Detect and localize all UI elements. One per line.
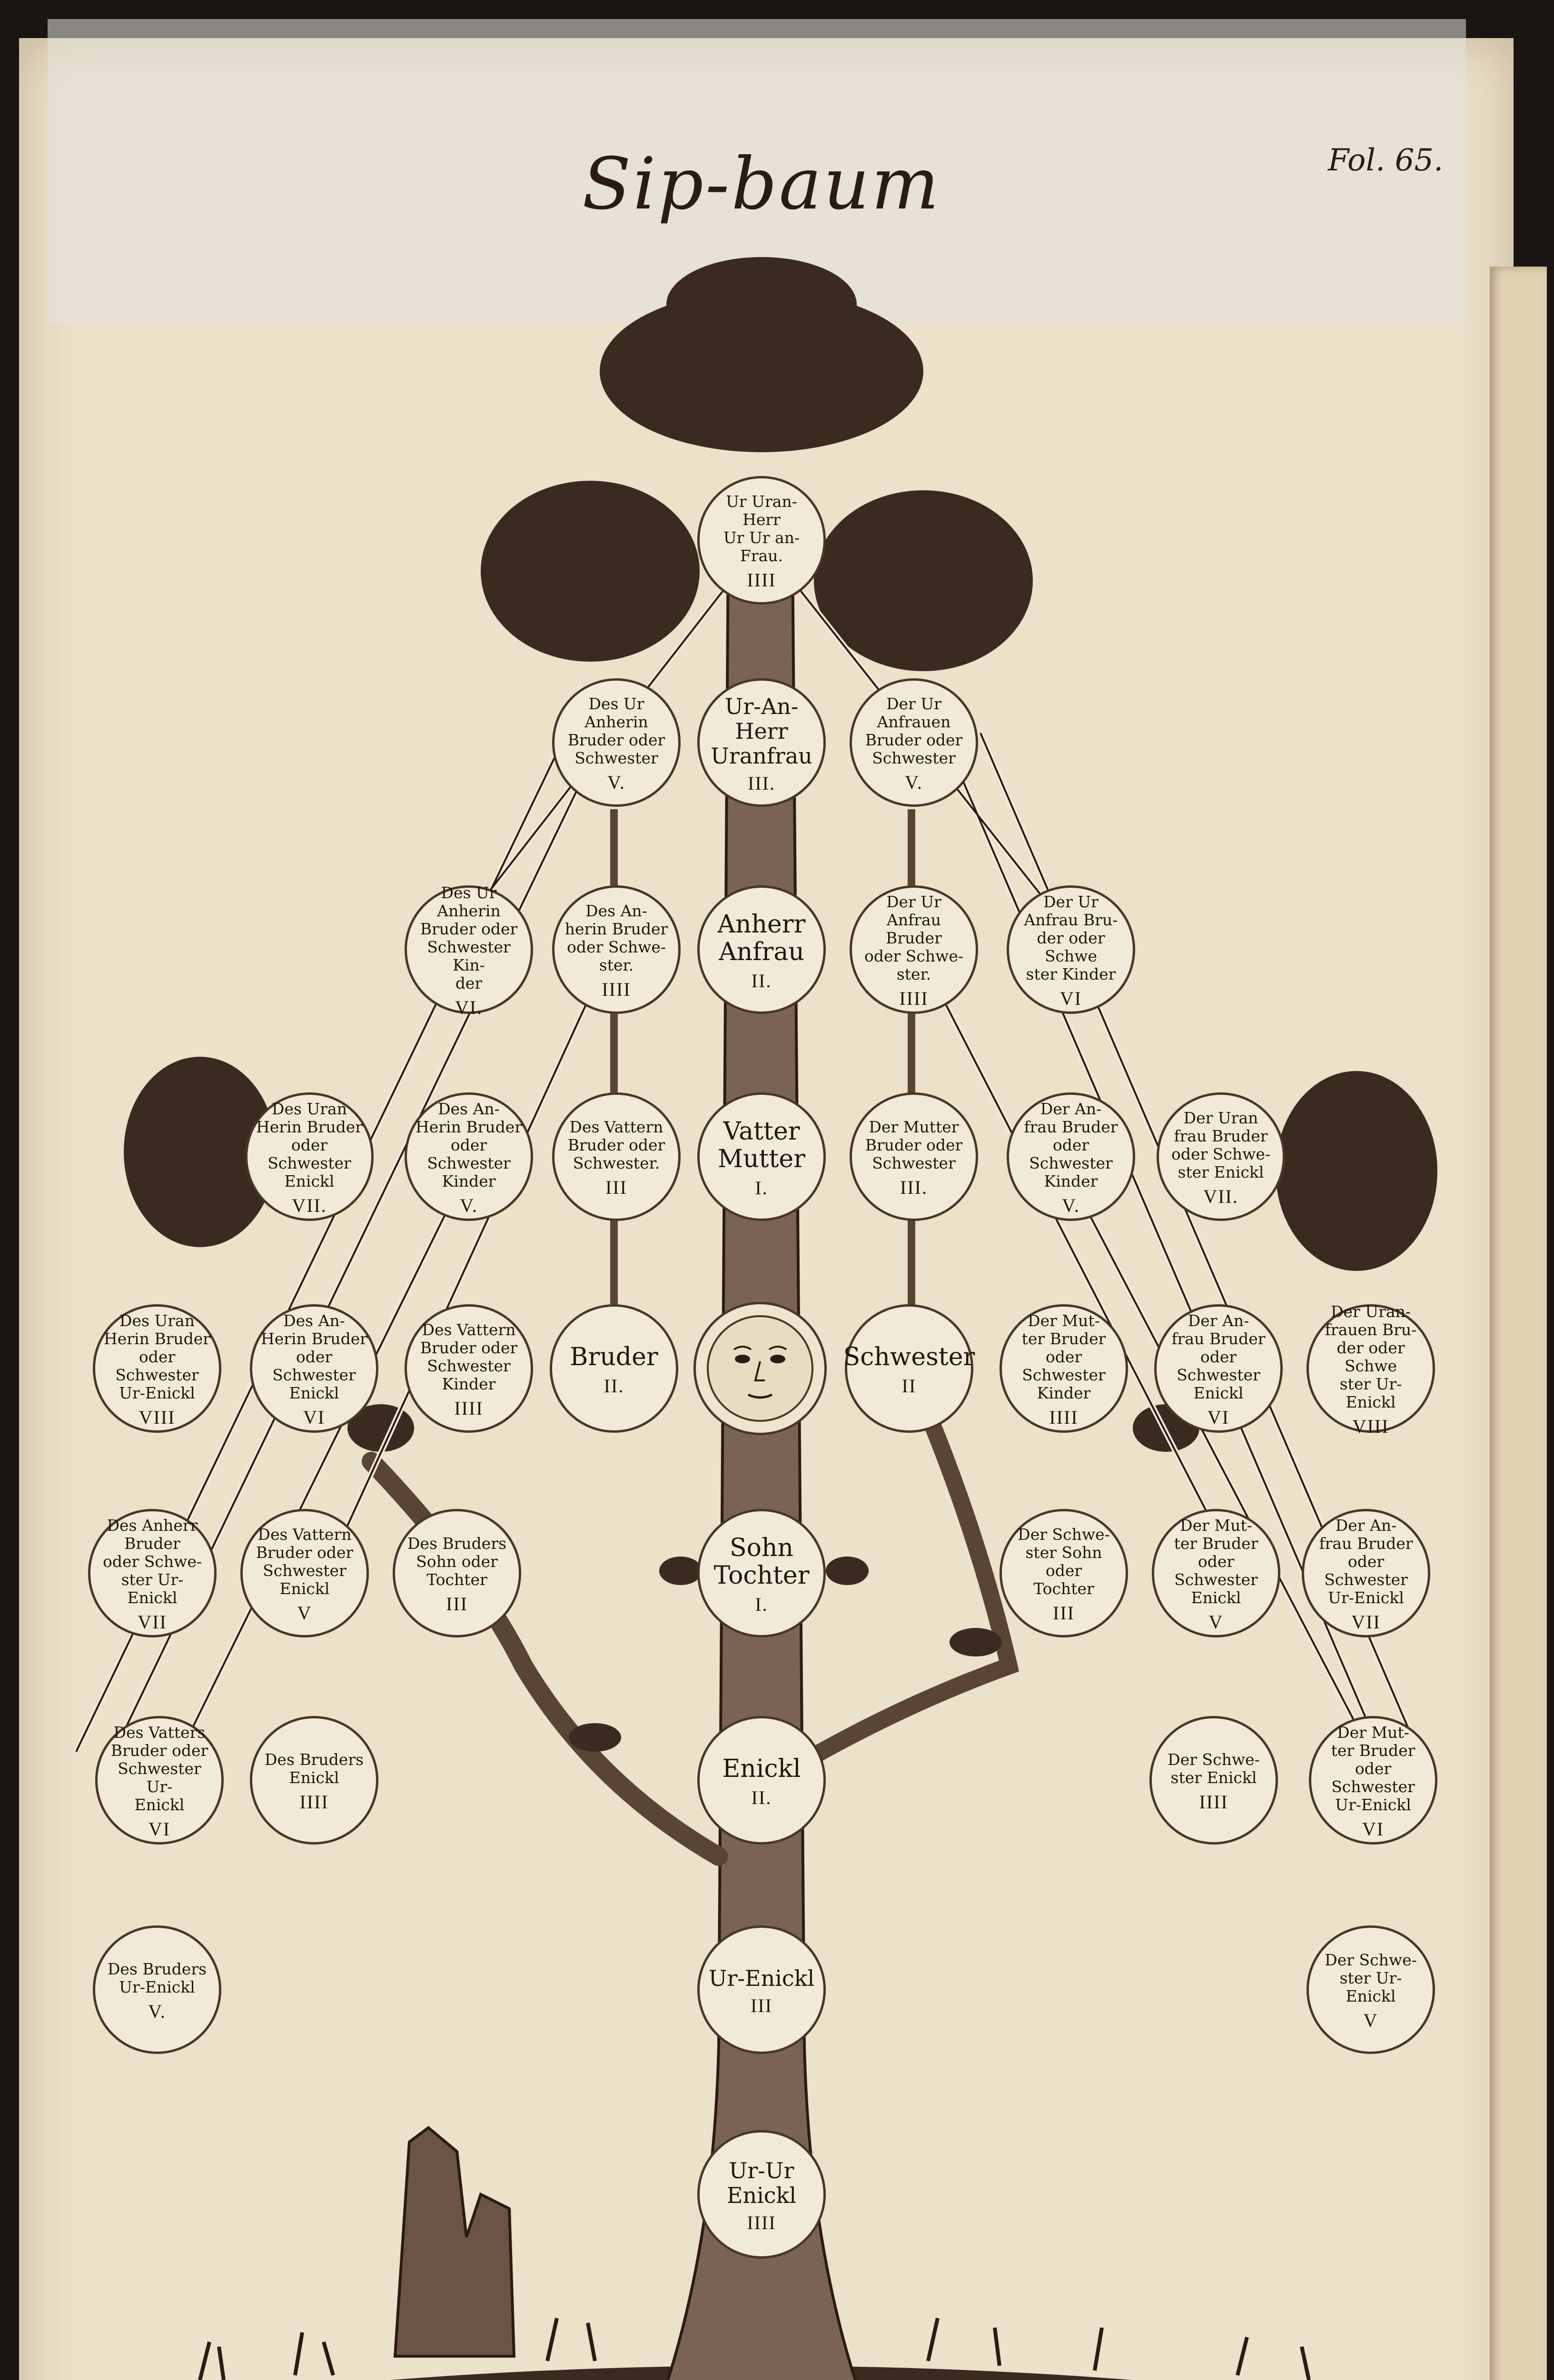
node-ur-anfrauen-bruder-schwester <box>850 678 978 807</box>
node-degree: II. <box>751 970 772 992</box>
node-anherin-geschwister-kinder <box>405 1092 533 1221</box>
node-label: Ur-Ur Enickl <box>726 2157 797 2208</box>
node-label: Des Ur Anherin Bruder oder Schwester Kin- der <box>420 883 518 992</box>
node-label: Des An- herin Bruder oder Schwe- ster. <box>564 901 668 974</box>
node-label: Des Vattern Bruder oder Schwester Kinder <box>420 1320 518 1393</box>
node-degree: III. <box>900 1176 928 1198</box>
node-label: Der An- frau Bruder oder Schwester Enickl <box>1171 1311 1266 1402</box>
node-degree: IIII <box>747 2211 776 2233</box>
node-label: Der Schwe- ster Enickl <box>1168 1750 1260 1787</box>
node-degree: III <box>446 1593 468 1615</box>
node-degree: VI <box>148 1818 171 1840</box>
node-degree: VII <box>1351 1611 1381 1633</box>
node-label: Ur-Enickl <box>708 1965 815 1991</box>
node-label: Der Mut- ter Bruder oder Schwester Kinder <box>1021 1311 1106 1402</box>
node-label: Sohn Tochter <box>713 1533 810 1590</box>
node-uranherin-geschwister-urenickl <box>93 1304 221 1433</box>
node-degree: VII. <box>1203 1185 1238 1207</box>
node-label: Anherr Anfrau <box>717 910 806 966</box>
node-sohn-tochter <box>697 1509 826 1637</box>
node-degree: III <box>1053 1602 1075 1624</box>
node-label: Der Mut- ter Bruder oder Schwester Enickl <box>1174 1516 1258 1607</box>
node-ur-enickl <box>697 1925 826 2054</box>
node-label: Des Bruders Ur-Enickl <box>107 1959 207 1996</box>
node-degree: V. <box>460 1194 478 1216</box>
node-uranfrau-geschwister-enickl <box>1157 1092 1285 1221</box>
node-ur-anfrau-geschwister-kinder <box>1007 885 1135 1014</box>
node-label: Der Ur Anfrau Bru- der oder Schwe ster Kinder <box>1024 892 1118 983</box>
node-uranfrauen-geschwister-urenickl <box>1307 1302 1435 1437</box>
sun-face-icon <box>693 1302 827 1435</box>
node-schwester-sohn-tochter <box>1000 1509 1128 1637</box>
node-label: Des Bruders Enickl <box>264 1750 364 1787</box>
node-degree: VIII <box>1352 1415 1389 1437</box>
node-degree: VI <box>1207 1406 1230 1428</box>
node-mutter-bruder-schwester <box>850 1092 978 1221</box>
node-anfrau-geschwister-kinder <box>1007 1092 1135 1221</box>
node-degree: II. <box>751 1786 772 1808</box>
node-ur-anherr-uranfrau <box>697 678 826 807</box>
node-anherin-geschwister-enickl <box>250 1304 378 1433</box>
node-ur-anfrau-bruder-schwester <box>850 885 978 1014</box>
node-label: Der An- frau Bruder oder Schwester Kinder <box>1024 1099 1118 1190</box>
node-label: Schwester <box>843 1342 975 1371</box>
node-degree: IIII <box>1049 1406 1079 1428</box>
node-bruders-enickl <box>250 1716 378 1844</box>
node-label: Des Uran Herin Bruder oder Schwester Enickl <box>256 1099 363 1190</box>
node-degree: VI <box>303 1406 326 1428</box>
node-vattern-bruder-schwester <box>552 1092 681 1221</box>
node-degree: IIII <box>1199 1791 1228 1813</box>
node-label: Des Vattern Bruder oder Schwester Enickl <box>256 1525 354 1598</box>
node-label: Ur Uran- Herr Ur Ur an- Frau. <box>723 492 800 565</box>
node-ur-anherin-geschwister-kinder <box>405 883 533 1018</box>
node-degree: IIII <box>454 1397 484 1419</box>
node-degree: V. <box>905 771 923 793</box>
node-label: Der Mutter Bruder oder Schwester <box>865 1117 963 1172</box>
node-degree: IIII <box>747 569 776 591</box>
node-enickl <box>697 1716 826 1844</box>
node-anfrau-geschwister-urenickl <box>1302 1509 1430 1637</box>
node-label: Des Vattern Bruder oder Schwester. <box>567 1117 665 1172</box>
node-degree: VI <box>1362 1818 1385 1840</box>
node-degree: V. <box>1062 1194 1080 1216</box>
node-label: Des Ur Anherin Bruder oder Schwester <box>567 694 665 767</box>
node-mutter-geschwister-enickl <box>1152 1509 1280 1637</box>
node-degree: I. <box>755 1177 768 1199</box>
node-vatter-mutter <box>697 1092 826 1221</box>
node-label: Des An- Herin Bruder oder Schwester Kinder <box>415 1099 523 1190</box>
node-degree: II. <box>604 1375 624 1397</box>
node-label: Der Schwe- ster Ur-Enickl <box>1325 1950 1417 2005</box>
node-label: Der Uran frau Bruder oder Schwe- ster Enickl <box>1171 1108 1271 1181</box>
node-ur-anherin-bruder-schwester <box>552 678 681 807</box>
node-vatters-geschwister-urenickl <box>95 1716 224 1844</box>
node-label: Des Bruders Sohn oder Tochter <box>407 1534 507 1589</box>
folio-number: Fol. 65. <box>1328 143 1444 178</box>
node-label: Der Uran- frauen Bru- der oder Schwe ster Ur-Enickl <box>1325 1302 1417 1411</box>
node-label: Der Ur Anfrau Bruder oder Schwe- ster. <box>864 892 964 983</box>
node-vattern-geschwister-enickl <box>240 1509 369 1637</box>
node-degree: V <box>297 1602 312 1624</box>
node-degree: VI <box>1059 987 1082 1009</box>
node-anherr-geschwister-urenickl <box>88 1509 217 1637</box>
node-degree: IIII <box>899 987 929 1009</box>
node-bruders-urenickl <box>93 1925 221 2054</box>
node-anherin-bruder-schwester <box>552 885 681 1014</box>
node-label: Vatter Mutter <box>717 1117 806 1173</box>
node-degree: III <box>605 1176 627 1198</box>
node-bruders-sohn-tochter <box>393 1509 521 1637</box>
node-anherr-anfrau <box>697 885 826 1014</box>
node-degree: IIII <box>602 978 631 1000</box>
node-degree: V <box>1208 1611 1224 1633</box>
node-label: Der An- frau Bruder oder Schwester Ur-Enickl <box>1319 1516 1413 1607</box>
node-vattern-geschwister-kinder <box>405 1304 533 1433</box>
node-ur-ur-enickl <box>697 2130 826 2259</box>
node-label: Enickl <box>722 1754 801 1783</box>
node-schwester-urenickl <box>1307 1925 1435 2054</box>
node-schwester-enickl <box>1149 1716 1278 1844</box>
node-label: Ur-An- Herr Uranfrau <box>711 693 812 769</box>
node-label: Des Uran Herin Bruder oder Schwester Ur-Enickl <box>103 1311 211 1402</box>
node-bruder <box>550 1304 678 1433</box>
node-uranherin-geschwister-enickl <box>245 1092 374 1221</box>
page-title: Sip-baum <box>582 143 941 226</box>
node-degree: III <box>751 1994 772 2016</box>
node-label: Der Mut- ter Bruder oder Schwester Ur-Enickl <box>1331 1723 1415 1814</box>
node-degree: V. <box>148 2000 166 2022</box>
node-degree: III. <box>748 772 775 794</box>
tree-stump <box>395 2128 514 2356</box>
node-label: Des Vatters Bruder oder Schwester Ur- Enickl <box>110 1723 208 1814</box>
node-ururanherr-ururanfrau <box>697 476 826 605</box>
node-degree: II <box>901 1375 917 1397</box>
tree-trunk <box>666 547 857 2380</box>
node-label: Der Schwe- ster Sohn oder Tochter <box>1018 1525 1110 1598</box>
node-degree: IIII <box>299 1791 329 1813</box>
node-degree: VII <box>138 1611 167 1633</box>
node-label: Bruder <box>570 1342 658 1371</box>
node-label: Des An- Herin Bruder oder Schwester Enickl <box>260 1311 368 1402</box>
node-schwester <box>845 1304 973 1433</box>
node-label: Des Anherr Bruder oder Schwe- ster Ur-Enickl <box>102 1516 202 1607</box>
node-degree: VIII <box>139 1406 176 1428</box>
node-degree: V. <box>607 771 625 793</box>
node-degree: I. <box>755 1593 768 1615</box>
node-degree: VI. <box>455 996 483 1018</box>
node-degree: V <box>1363 2009 1378 2031</box>
node-mutter-geschwister-kinder <box>1000 1304 1128 1433</box>
node-degree: VII. <box>292 1194 327 1216</box>
node-anfrau-geschwister-enickl <box>1154 1304 1283 1433</box>
node-label: Der Ur Anfrauen Bruder oder Schwester <box>865 694 963 767</box>
node-mutter-geschwister-urenickl <box>1309 1716 1437 1844</box>
